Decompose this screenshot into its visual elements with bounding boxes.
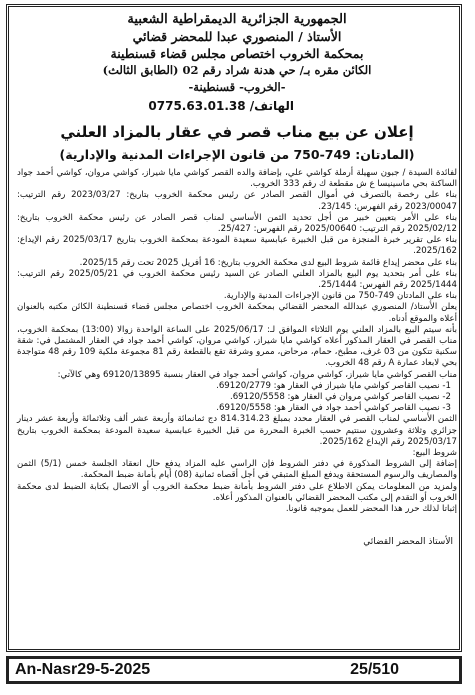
phone-line <box>15 99 459 113</box>
conditions-heading: شروط البيع: <box>412 448 457 459</box>
body-paragraph: إضافة إلى الشروط المذكورة في دفتر الشروط فإن الراسي عليه المزاد يدفع حال انعقاد الجلسة خمس (5/1) الثمن والمصاريف والرسوم المستحقة ويدفع المبلغ المتبقي في أجل أقصاه ثمانية (08) أيام بأمانة ضبط المحكمة. <box>17 459 457 481</box>
notice-subtitle: (المادتان: 749-750 من قانون الإجراءات المدنية والإدارية) <box>59 147 415 162</box>
share-item: 3- نصيب القاصر كواشي أحمد جواد في العقار هو: 69120/5558. <box>216 403 451 414</box>
body-paragraph: بناء على تقرير خبرة المنجزة من قبل الخبيرة عبابسية سعيدة المودعة بمحكمة الخروب بتاريخ 2025/03/17 رقم الإيداع: 2025/162. <box>17 235 457 257</box>
body-paragraph: بناء على أمر بتحديد يوم البيع بالمزاد العلني الصادر عن السيد رئيس محكمة الخروب في 2025/05/21 رقم الترتيب: 2025/1444 رقم الفهرس: 25/1444. <box>17 268 457 291</box>
body-paragraph: الثمن الأساسي لمناب القصر في العقار محدد بمبلغ 814.314.23 دج ثمانمائة وأربعة عشر ألف وثلاثمائة وأربعة عشر دينار جزائري وثلاثة وعشرون سنتيم حسب الخبرة المحررة من قبل الخبيرة عبابسية سعيدة المودعة بمحكمة الخروب بتاريخ 2025/03/17 رقم الإيداع 2025/162. <box>17 414 457 447</box>
body-paragraph: يعلن الأستاذ/ المنصوري عبدالله المحضر القضائي بمحكمة الخروب اختصاص مجلس قضاء قسنطينة الكائن مكتبه بالعنوان أعلاه والموقع أدناه. <box>17 302 457 324</box>
share-item: 1- نصيب القاصر كواشي مايا شيراز في العقار هو: 69120/2779. <box>216 380 451 391</box>
body-paragraph: لفائدة السيدة / جبون سهيلة أرملة كواشي علي، بإضافة والده القصر كواشي مايا شيراز، كواشي مروان، كواشي أحمد جواد الساكنة بحي ماسينيسا ع ش مقطعة ك رقم 333 الخروب. <box>17 168 457 190</box>
notice-title: إعلان عن بيع مناب قصر في عقار بالمزاد العلني <box>60 123 414 141</box>
document-content <box>15 11 459 547</box>
body-paragraph: إثباتا لذلك حرر هذا المحضر للعمل بموجبه قانونا. <box>285 504 457 515</box>
phone-number: 0775.63.01.38 <box>148 99 246 113</box>
document-page <box>6 4 468 690</box>
share-item: 2- نصيب القاصر كواشي مروان في العقار هو: 69120/5558. <box>229 392 451 403</box>
document-frame <box>6 4 462 652</box>
republic-heading: الجمهورية الجزائرية الديمقراطية الشعبية <box>127 12 347 27</box>
body-paragraph: بناء على رخصة بالتصرف في أموال القصر الصادر عن رئيس محكمة الخروب بتاريخ: 2023/03/27 رقم الترتيب: 2023/00047 رقم الفهرس: 23/145. <box>17 190 457 212</box>
publication-footer <box>6 656 462 684</box>
body-paragraph: بناء على الأمر بتعيين خبير من أجل تحديد الثمن الأساسي لمناب قصر الصادر عن رئيس محكمة الخروب بتاريخ: 2025/02/12 رقم الترتيب: 2025/00640 رقم الفهرس: 25/427. <box>17 212 457 235</box>
notice-body <box>15 168 459 515</box>
office-city: -الخروب- قسنطينة- <box>188 80 286 94</box>
body-paragraph: بناء على المادتان 749-750 من قانون الإجراءات المدنية والإدارية. <box>223 291 457 302</box>
court-jurisdiction: بمحكمة الخروب اختصاص مجلس قضاء قسنطينة <box>110 46 364 61</box>
body-paragraph: مناب القصر كواشي مايا شيراز، كواشي مروان، كواشي أحمد جواد في العقار بنسبة 69120/13895 وهي كالآتي: <box>57 369 457 380</box>
office-address: الكائن مقره بـ/ حي هدنة شراد رقم 02 (الطابق الثالث) <box>102 63 372 77</box>
signature: الأستاذ المحضر القضائي <box>363 537 453 548</box>
phone-label: الهاتف/ <box>249 99 294 113</box>
body-paragraph: بناء على محضر إيداع قائمة شروط البيع لدى محكمة الخروب بتاريخ: 16 أفريل 2025 تحت رقم 2025/15. <box>79 257 457 268</box>
bailiff-name: الأستاذ / المنصوري عبدا للمحضر قضائي <box>132 29 342 44</box>
newspaper-date: An-Nasr29-5-2025 <box>15 661 151 678</box>
body-paragraph: ولمزيد من المعلومات يمكن الاطلاع على دفتر الشروط بأمانة ضبط محكمة الخروب أو الاتصال بكتابة الضبط لدى محكمة الخروب أو التقدم إلى مكتب المحضر القضائي بالعنوان المذكور أعلاه. <box>17 481 457 503</box>
notice-number: 25/510 <box>350 661 399 678</box>
body-paragraph: بأنه سيتم البيع بالمزاد العلني يوم الثلاثاء الموافق لـ: 2025/06/17 على الساعة الواحدة زوالا (13:00) بمحكمة الخروب، مناب القصر في العقار المذكور أعلاه كواشي مايا شيراز، كواشي مروان، كواشي أحمد جواد في العقار المشتمل في: شقة سكنية تتكون من 03 غرف، مطبخ، حمام، مرحاض، ممرو وشرفة تقع بالقطعة رقم 81 مجموعة ملكية 109 رقم 48 متواجدة بحي لابعاد عمارة A رقم 48 الخروب. <box>17 324 458 369</box>
